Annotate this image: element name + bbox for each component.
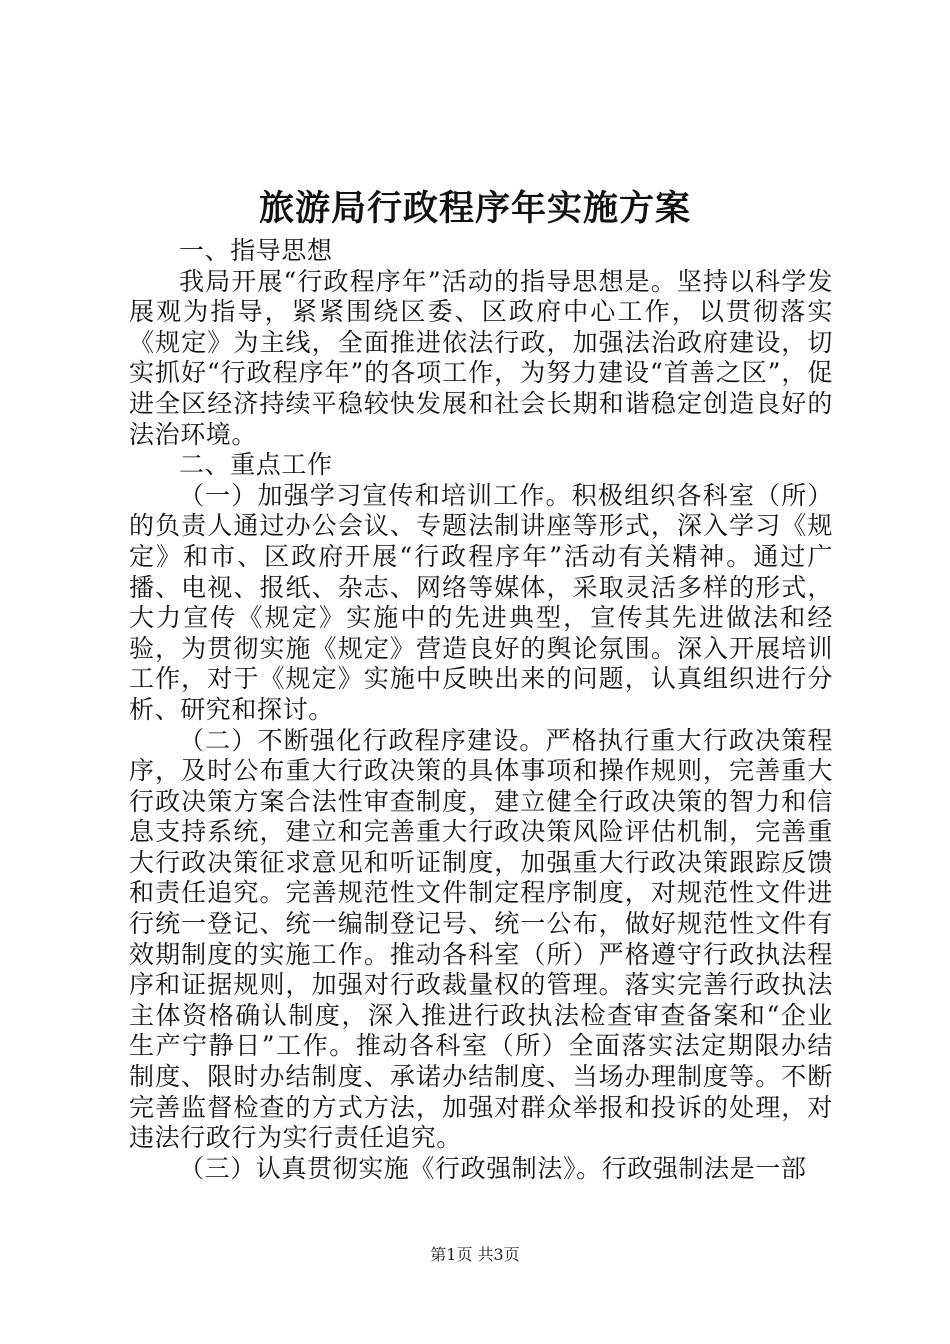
section-heading-key-work: 二、重点工作 <box>179 450 333 480</box>
document-body <box>129 236 833 1184</box>
document-title: 旅游局行政程序年实施方案 <box>258 188 691 229</box>
paragraph-key-work-3: （三）认真贯彻实施《行政强制法》。行政强制法是一部 <box>179 1153 807 1183</box>
paragraph-key-work-2: （二）不断强化行政程序建设。严格执行重大行政决策程序，及时公布重大行政决策的具体事项和操作规则，完善重大行政决策方案合法性审查制度，建立健全行政决策的智力和信息支持系统，建立和完善重大行政决策风险评估机制，完善重大行政决策征求意见和听证制度，加强重大行政决策跟踪反馈和责任追究。完善规范性文件制定程序制度，对规范性文件进行统一登记、统一编制登记号、统一公布，做好规范性文件有效期制度的实施工作。推动各科室（所）严格遵守行政执法程序和证据规则，加强对行政裁量权的管理。落实完善行政执法主体资格确认制度，深入推进行政执法检查审查备案和“企业生产宁静日”工作。推动各科室（所）全面落实法定期限办结制度、限时办结制度、承诺办结制度、当场办理制度等。不断完善监督检查的方式方法，加强对群众举报和投诉的处理，对违法行政行为实行责任追究。 <box>129 725 833 1153</box>
section-heading-guiding-ideology: 一、指导思想 <box>179 236 333 265</box>
page-footer: 第1页 共3页 <box>430 1245 520 1264</box>
paragraph-guiding-ideology: 我局开展“行政程序年”活动的指导思想是。坚持以科学发展观为指导，紧紧围绕区委、区政府中心工作，以贯彻落实《规定》为主线，全面推进依法行政，加强法治政府建设，切实抓好“行政程序年”的各项工作，为努力建设“首善之区”，促进全区经济持续平稳较快发展和社会长期和谐稳定创造良好的法治环境。 <box>129 266 833 449</box>
paragraph-key-work-1: （一）加强学习宣传和培训工作。积极组织各科室（所）的负责人通过办公会议、专题法制讲座等形式，深入学习《规定》和市、区政府开展“行政程序年”活动有关精神。通过广播、电视、报纸、杂志、网络等媒体，采取灵活多样的形式，大力宣传《规定》实施中的先进典型，宣传其先进做法和经验，为贯彻实施《规定》营造良好的舆论氛围。深入开展培训工作，对于《规定》实施中反映出来的问题，认真组织进行分析、研究和探讨。 <box>129 480 833 724</box>
